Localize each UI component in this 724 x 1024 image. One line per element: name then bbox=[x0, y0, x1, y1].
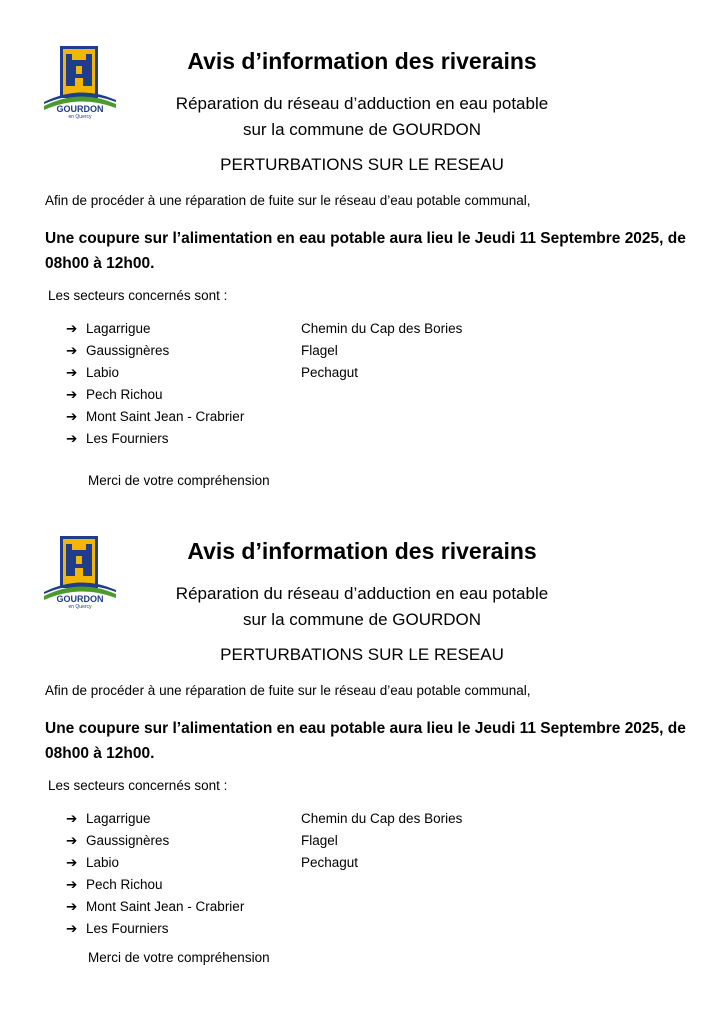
sector-name: Pech Richou bbox=[86, 387, 163, 402]
sectors-list-right bbox=[301, 808, 462, 874]
notice-title bbox=[0, 538, 724, 565]
arrow-right-icon: ➔ bbox=[66, 899, 78, 914]
list-item: Chemin du Cap des Bories bbox=[301, 811, 463, 826]
disruption-heading: PERTURBATIONS SUR LE RESEAU bbox=[220, 155, 504, 174]
thanks-text: Merci de votre compréhension bbox=[88, 950, 270, 965]
sector-name: Les Fourniers bbox=[86, 431, 169, 446]
arrow-right-icon: ➔ bbox=[66, 921, 78, 936]
thanks-text: Merci de votre compréhension bbox=[88, 473, 270, 488]
sector-name: Lagarrigue bbox=[86, 321, 151, 336]
arrow-right-icon: ➔ bbox=[66, 343, 78, 358]
list-item bbox=[66, 896, 244, 918]
sector-name: Gaussignères bbox=[86, 343, 170, 358]
arrow-right-icon: ➔ bbox=[66, 877, 78, 892]
list-item bbox=[66, 918, 244, 940]
logo-text: GOURDON bbox=[56, 104, 104, 114]
notice-title-text: Avis d’information des riverains bbox=[187, 48, 537, 74]
list-item: Flagel bbox=[301, 833, 338, 848]
arrow-right-icon: ➔ bbox=[66, 431, 78, 446]
list-item: Chemin du Cap des Bories bbox=[301, 321, 463, 336]
notice-title-text: Avis d’information des riverains bbox=[187, 538, 537, 564]
list-item bbox=[66, 852, 244, 874]
subtitle-line-2: sur la commune de GOURDON bbox=[242, 610, 482, 629]
list-item bbox=[66, 340, 244, 362]
list-item bbox=[66, 874, 244, 896]
sectors-label: Les secteurs concernés sont : bbox=[48, 288, 228, 303]
sector-name: Lagarrigue bbox=[86, 811, 151, 826]
sector-name: Labio bbox=[86, 855, 120, 870]
arrow-right-icon: ➔ bbox=[66, 833, 78, 848]
logo-tagline: en Quercy bbox=[68, 604, 92, 610]
sector-name: Les Fourniers bbox=[86, 921, 169, 936]
list-item: Pechagut bbox=[301, 365, 359, 380]
subtitle-line-2: sur la commune de GOURDON bbox=[242, 120, 482, 139]
sector-name: Mont Saint Jean - Crabrier bbox=[86, 899, 245, 914]
list-item bbox=[66, 830, 244, 852]
list-item bbox=[66, 318, 244, 340]
sector-name: Mont Saint Jean - Crabrier bbox=[86, 409, 245, 424]
arrow-right-icon: ➔ bbox=[66, 365, 78, 380]
sector-name: Labio bbox=[86, 365, 120, 380]
list-item: Flagel bbox=[301, 343, 338, 358]
sectors-list-right bbox=[301, 318, 462, 384]
intro-text: Afin de procéder à une réparation de fuite sur le réseau d’eau potable communal, bbox=[45, 193, 531, 208]
subtitle-line-1: Réparation du réseau d’adduction en eau potable bbox=[175, 584, 549, 603]
arrow-right-icon: ➔ bbox=[66, 811, 78, 826]
arrow-right-icon: ➔ bbox=[66, 855, 78, 870]
list-item bbox=[66, 428, 244, 450]
arrow-right-icon: ➔ bbox=[66, 321, 78, 336]
sector-name: Gaussignères bbox=[86, 833, 170, 848]
list-item bbox=[66, 406, 244, 428]
list-item bbox=[66, 384, 244, 406]
list-item bbox=[66, 362, 244, 384]
outage-announcement: Une coupure sur l’alimentation en eau potable aura lieu le Jeudi 11 Septembre 2025, de 08h00 à 12h00. bbox=[45, 720, 686, 762]
notice-title bbox=[0, 48, 724, 75]
list-item bbox=[66, 808, 244, 830]
sectors-label: Les secteurs concernés sont : bbox=[48, 778, 228, 793]
logo-text: GOURDON bbox=[56, 594, 104, 604]
logo-tagline: en Quercy bbox=[68, 114, 92, 120]
notice-2 bbox=[0, 490, 724, 980]
sectors-list-left bbox=[66, 808, 244, 940]
arrow-right-icon: ➔ bbox=[66, 387, 78, 402]
list-item: Pechagut bbox=[301, 855, 359, 870]
outage-announcement: Une coupure sur l’alimentation en eau potable aura lieu le Jeudi 11 Septembre 2025, de 08h00 à 12h00. bbox=[45, 230, 686, 272]
subtitle-line-1: Réparation du réseau d’adduction en eau potable bbox=[175, 94, 549, 113]
arrow-right-icon: ➔ bbox=[66, 409, 78, 424]
notice-1 bbox=[0, 0, 724, 490]
sectors-list-left bbox=[66, 318, 244, 450]
disruption-heading: PERTURBATIONS SUR LE RESEAU bbox=[220, 645, 504, 664]
intro-text: Afin de procéder à une réparation de fuite sur le réseau d’eau potable communal, bbox=[45, 683, 531, 698]
sector-name: Pech Richou bbox=[86, 877, 163, 892]
